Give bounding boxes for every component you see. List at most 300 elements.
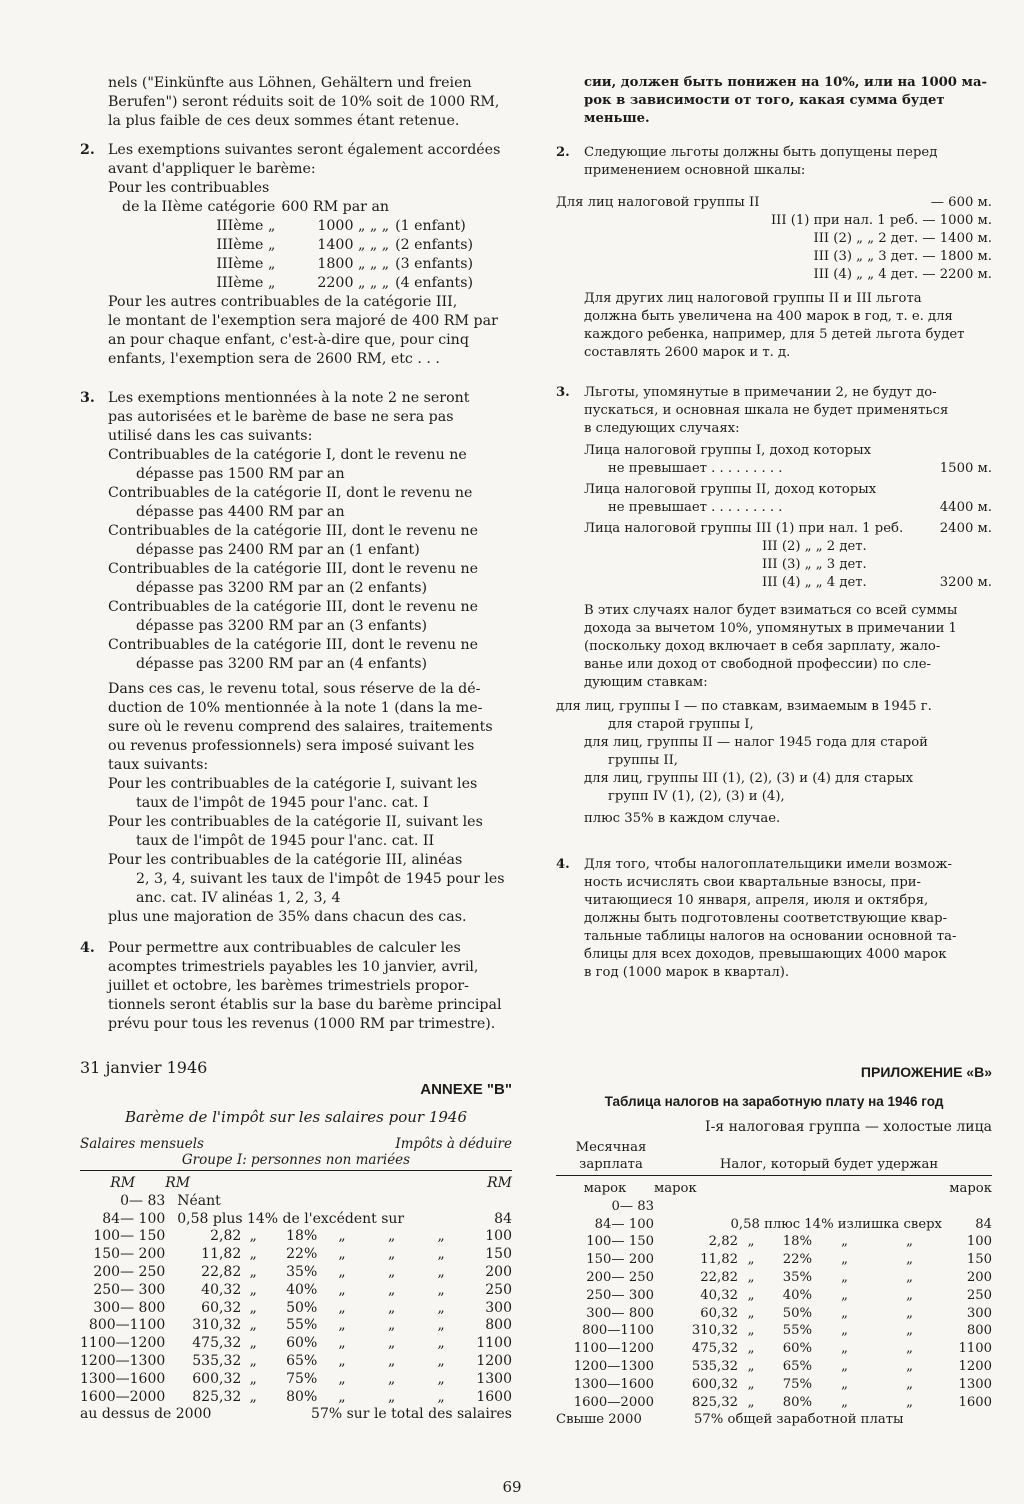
ru-tax-table: [556, 1180, 992, 1429]
tax-formula: 57% sur le total des salaires: [311, 1406, 512, 1423]
text-line: Contribuables de la catégorie III, dont le revenu ne: [108, 523, 479, 539]
salary-range: 84— 100: [594, 1216, 654, 1232]
text-line: плюс 35% в каждом случае.: [584, 811, 781, 826]
threshold-value: 800: [966, 1323, 992, 1339]
fr-note1-tail: [80, 74, 512, 131]
base-tax: 2,82: [210, 1228, 242, 1245]
base-tax: 60,32: [201, 1299, 242, 1316]
fr-note-3: [80, 389, 512, 927]
ru-note2-outro: [556, 290, 992, 362]
ditto-mark: „: [249, 1352, 257, 1369]
table-row: [556, 1411, 992, 1429]
text-line: составлять 2600 марок и т. д.: [584, 345, 791, 360]
column-header-salaries: Salaires mensuels: [80, 1136, 204, 1152]
threshold-value: 800: [485, 1317, 512, 1334]
text-line: пускаться, и основная шкала не будет применяться: [584, 403, 949, 418]
table-title: Barème de l'impôt sur les salaires pour 1946: [124, 1108, 468, 1126]
base-tax: 40,32: [201, 1281, 242, 1298]
column-header-taxes: Impôts à déduire: [395, 1136, 512, 1152]
tax-formula: 0,58 плюс 14% излишка сверх: [730, 1216, 942, 1232]
threshold-value: 300: [966, 1305, 992, 1321]
text-line: Contribuables de la catégorie III, dont le revenu ne: [108, 561, 479, 577]
ditto-mark: „: [906, 1287, 913, 1303]
text-line: taux de l'impôt de 1945 pour l'anc. cat. I: [136, 795, 429, 811]
text-line: sure où le revenu comprend des salaires, traitements: [108, 719, 493, 735]
ditto-mark: „: [338, 1299, 346, 1316]
case-item: [108, 522, 512, 560]
ditto-mark: „: [249, 1299, 257, 1316]
base-tax: 2,82: [708, 1234, 738, 1250]
note-number: 3.: [80, 390, 95, 406]
ditto-mark: „: [387, 1352, 396, 1369]
text-line: должны быть подготовлены соответствующие квар-: [584, 911, 948, 926]
ru-annex: [556, 1064, 992, 1429]
table-row: [556, 1376, 992, 1394]
table-row: [556, 1358, 992, 1376]
income-limit: 4400 м.: [939, 500, 992, 515]
tax-formula: 57% общей заработной платы: [694, 1412, 904, 1428]
exemption-amount: 600 RM par an: [281, 199, 390, 215]
table-row: [80, 1353, 512, 1371]
note-number: 4.: [80, 940, 95, 956]
rate-percent: 35%: [286, 1263, 318, 1280]
text-line: Pour les contribuables: [108, 180, 270, 196]
salary-range: 250— 300: [586, 1287, 654, 1303]
threshold-value: 150: [485, 1246, 512, 1263]
case-item: [584, 556, 992, 574]
base-tax: 825,32: [691, 1394, 738, 1410]
salary-range: 250— 300: [93, 1281, 166, 1298]
text-line: Лица налоговой группы III (1) при нал. 1 реб.: [584, 521, 904, 536]
text-line: dépasse pas 3200 RM par an (3 enfants): [136, 618, 428, 634]
threshold-value: 150: [966, 1252, 992, 1268]
salary-range: 100— 150: [93, 1228, 166, 1245]
ditto-mark: „: [841, 1394, 848, 1410]
text-line: не превышает . . . . . . . . .: [608, 461, 783, 476]
ditto-mark: „: [338, 1335, 346, 1352]
ditto-mark: „: [747, 1358, 755, 1374]
text-line: le montant de l'exemption sera majoré de 400 RM par: [108, 313, 498, 329]
text-line: nels ("Einkünfte aus Löhnen, Gehältern und freien: [108, 75, 472, 91]
ditto-mark: „: [841, 1305, 848, 1321]
exemption-row: III (3) „ „ 3 дет. — 1800 м.: [813, 249, 992, 264]
text-line: тальные таблицы налогов на основании основной та-: [584, 929, 957, 944]
salary-range: 300— 800: [93, 1299, 166, 1316]
text-line: dépasse pas 4400 RM par an: [136, 504, 345, 520]
ditto-mark: „: [841, 1269, 848, 1285]
exemption-row: III (2) „ „ 2 дет. — 1400 м.: [813, 231, 992, 246]
threshold-value: 84: [975, 1216, 992, 1232]
threshold-value: 1600: [476, 1388, 512, 1405]
exemption-amount: 1800 „ „ „: [317, 256, 390, 272]
text-line: utilisé dans les cas suivants:: [108, 428, 313, 444]
text-line: III (4) „ „ 4 дет.: [762, 575, 867, 590]
ditto-mark: „: [437, 1246, 445, 1263]
ditto-mark: „: [841, 1287, 848, 1303]
threshold-value: 84: [494, 1210, 512, 1227]
ditto-mark: „: [841, 1341, 848, 1357]
table-row: [556, 1198, 992, 1216]
unit-label: RM: [165, 1175, 191, 1191]
ru-note-2: [556, 144, 992, 180]
note-number: 2.: [80, 142, 95, 158]
text-line: dépasse pas 2400 RM par an (1 enfant): [136, 542, 420, 558]
ditto-mark: „: [387, 1317, 396, 1334]
salary-range: 200— 250: [586, 1269, 654, 1285]
text-line: Dans ces cas, le revenu total, sous réserve de la dé-: [108, 681, 481, 697]
note-number: 3.: [556, 385, 570, 400]
case-item: [584, 481, 992, 517]
rate-percent: 40%: [286, 1281, 318, 1298]
ditto-mark: „: [387, 1246, 396, 1263]
ditto-mark: „: [906, 1305, 913, 1321]
ditto-mark: „: [338, 1352, 346, 1369]
text-line: (поскольку доход включает в себя зарплату, жало-: [584, 639, 941, 654]
text-line: Лица налоговой группы II, доход которых: [584, 482, 877, 497]
exemption-row: [122, 255, 479, 274]
french-column: [80, 74, 512, 1034]
table-row: [80, 1300, 512, 1318]
ditto-mark: „: [747, 1376, 755, 1392]
exemption-row: [122, 236, 479, 255]
text-line: Pour les contribuables de la catégorie I, suivant les: [108, 776, 478, 792]
unit-label: марок: [949, 1181, 992, 1196]
case-item: [584, 574, 992, 592]
rate-percent: 50%: [782, 1305, 812, 1321]
salary-range: 1600—2000: [80, 1388, 166, 1405]
ditto-mark: „: [747, 1305, 755, 1321]
ditto-mark: „: [747, 1394, 755, 1410]
base-tax: 600,32: [192, 1370, 242, 1387]
rate-percent: 80%: [782, 1394, 812, 1410]
base-tax: 11,82: [700, 1252, 738, 1268]
base-tax: 535,32: [192, 1352, 242, 1369]
exemption-row: [122, 217, 479, 236]
text-line: каждого ребенка, например, для 5 детей льгота будет: [584, 327, 965, 342]
table-row: [80, 1193, 512, 1211]
case-item: [584, 538, 992, 556]
text-line: Contribuables de la catégorie III, dont le revenu ne: [108, 637, 479, 653]
text-line: групп IV (1), (2), (3) и (4),: [608, 789, 785, 804]
ditto-mark: „: [249, 1281, 257, 1298]
ditto-mark: „: [747, 1234, 755, 1250]
ditto-mark: „: [387, 1370, 396, 1387]
text-line: группы II,: [608, 753, 678, 768]
text-line: taux suivants:: [108, 757, 209, 773]
ditto-mark: „: [338, 1263, 346, 1280]
text-line: avant d'appliquer le barème:: [108, 161, 316, 177]
rate-item: [108, 775, 512, 813]
base-tax: 310,32: [691, 1323, 738, 1339]
tax-formula: 0,58 plus 14% de l'excédent sur: [177, 1210, 405, 1227]
rate-item: [108, 813, 512, 851]
text-line: ность исчислять свои квартальные взносы, при-: [584, 875, 922, 890]
text-line: читающиеся 10 января, апреля, июля и октября,: [584, 893, 929, 908]
note-number: 4.: [556, 857, 570, 872]
ditto-mark: „: [249, 1228, 257, 1245]
text-line: Лица налоговой группы I, доход которых: [584, 443, 872, 458]
text-line: dépasse pas 3200 RM par an (4 enfants): [136, 656, 428, 672]
rate-percent: 80%: [286, 1388, 318, 1405]
table-row: [556, 1251, 992, 1269]
ditto-mark: „: [249, 1317, 257, 1334]
ditto-mark: „: [437, 1388, 445, 1405]
ru-note-4: [556, 856, 992, 982]
base-tax: 535,32: [691, 1358, 738, 1374]
salary-range: 100— 150: [586, 1234, 654, 1250]
text-line: В этих случаях налог будет взиматься со всей суммы: [584, 603, 958, 618]
russian-column: [556, 74, 992, 982]
text-line: Pour permettre aux contribuables de calculer les: [108, 940, 461, 956]
base-tax: 60,32: [700, 1305, 738, 1321]
column-header-taxes: Налог, который будет удержан: [719, 1157, 939, 1172]
table-row: [556, 1394, 992, 1412]
rate-percent: 60%: [782, 1341, 812, 1357]
table-row: [556, 1305, 992, 1323]
exemption-row: [122, 274, 479, 293]
threshold-value: 1200: [958, 1358, 992, 1374]
base-tax: 310,32: [192, 1317, 242, 1334]
rate-percent: 40%: [782, 1287, 812, 1303]
ditto-mark: „: [437, 1281, 445, 1298]
exemption-extra: (4 enfants): [395, 275, 474, 291]
exemption-category: de la IIème catégorie: [122, 199, 276, 215]
annex-title: ПРИЛОЖЕНИЕ «В»: [860, 1064, 992, 1080]
text-line: Berufen") seront réduits soit de 10% soit de 1000 RM,: [108, 94, 500, 110]
rate-percent: 22%: [782, 1252, 812, 1268]
rate-percent: 75%: [286, 1370, 318, 1387]
text-line: anc. cat. IV alinéas 1, 2, 3, 4: [136, 890, 341, 906]
salary-range: 1200—1300: [573, 1358, 654, 1374]
text-line: Следующие льготы должны быть допущены перед: [584, 145, 938, 160]
text-line: ou revenus professionnels) sera imposé suivant les: [108, 738, 475, 754]
rate-item: [108, 851, 512, 908]
income-limit: 2400 м.: [939, 521, 992, 536]
table-row: [80, 1282, 512, 1300]
table-units-row: [80, 1175, 512, 1193]
threshold-value: 1600: [958, 1394, 992, 1410]
rate-percent: 50%: [286, 1299, 318, 1316]
ditto-mark: „: [338, 1228, 346, 1245]
text-line: Contribuables de la catégorie III, dont le revenu ne: [108, 599, 479, 615]
ru-exemption-first: [556, 194, 992, 212]
exemption-extra: (1 enfant): [395, 218, 466, 234]
ditto-mark: „: [906, 1358, 913, 1374]
ditto-mark: „: [387, 1335, 396, 1352]
text-line: juillet et octobre, les barèmes trimestriels propor-: [108, 978, 469, 994]
table-row: [80, 1371, 512, 1389]
text-line: enfants, l'exemption sera de 2600 RM, etc . . .: [108, 351, 440, 367]
salary-range: 1200—1300: [80, 1352, 166, 1369]
rate-percent: 55%: [782, 1323, 812, 1339]
note-number: 2.: [556, 145, 570, 160]
text-line: Льготы, упомянутые в примечании 2, не будут до-: [584, 385, 937, 400]
text-line: зарплата: [579, 1157, 643, 1172]
rate-percent: 18%: [782, 1234, 812, 1250]
table-row: [80, 1211, 512, 1229]
table-column-headers: [80, 1136, 512, 1152]
page-number: 69: [502, 1478, 522, 1496]
exemption-category: IIIème „: [216, 218, 276, 234]
salary-range: 800—1100: [88, 1317, 166, 1334]
salary-range: 1100—1200: [80, 1335, 166, 1352]
rate-percent: 75%: [782, 1376, 812, 1392]
text-line: plus une majoration de 35% dans chacun des cas.: [108, 909, 467, 925]
threshold-value: 250: [966, 1287, 992, 1303]
income-limit: 3200 м.: [939, 575, 992, 590]
text-line: an pour chaque enfant, c'est-à-dire que, pour cinq: [108, 332, 469, 348]
table-units-row: [556, 1180, 992, 1198]
salary-range: 150— 200: [93, 1246, 166, 1263]
unit-label: марок: [654, 1181, 697, 1196]
text-line: сии, должен быть понижен на 10%, или на 1000 ма-: [584, 75, 988, 90]
text-line: для старой группы I,: [608, 717, 754, 732]
divider: [80, 1170, 512, 1171]
exemption-extra: (2 enfants): [395, 237, 474, 253]
text-line: Pour les autres contribuables de la catégorie III,: [108, 294, 458, 310]
case-item: [108, 636, 512, 674]
text-line: не превышает . . . . . . . . .: [608, 500, 783, 515]
table-title: Таблица налогов на заработную плату на 1946 год: [604, 1094, 944, 1109]
table-row: [556, 1287, 992, 1305]
exemption-table: [122, 198, 479, 293]
annex-title: ANNEXE "B": [420, 1081, 512, 1098]
text-line: для лиц, группы I — по ставкам, взимаемым в 1945 г.: [556, 699, 932, 714]
text-line: рок в зависимости от того, какая сумма будет меньше.: [584, 93, 945, 126]
exemption-category: IIIème „: [216, 275, 276, 291]
exemption-category: IIIème „: [216, 237, 276, 253]
text-line: dépasse pas 3200 RM par an (2 enfants): [136, 580, 428, 596]
text-line: в год (1000 марок в квартал).: [584, 965, 790, 980]
table-row: [556, 1216, 992, 1234]
base-tax: 600,32: [691, 1376, 738, 1392]
group-label: Groupe I: personnes non mariées: [181, 1152, 411, 1168]
threshold-value: 200: [485, 1263, 512, 1280]
threshold-value: 100: [485, 1228, 512, 1245]
text-line: Месячная: [575, 1140, 647, 1155]
salary-range: au dessus de 2000: [80, 1406, 212, 1423]
ditto-mark: „: [437, 1228, 445, 1245]
rate-percent: 60%: [286, 1335, 318, 1352]
rate-percent: 22%: [286, 1246, 318, 1263]
text-line: Les exemptions mentionnées à la note 2 ne seront: [108, 390, 470, 406]
base-tax: 825,32: [192, 1388, 242, 1405]
text-line: Les exemptions suivantes seront également accordées: [108, 142, 501, 158]
ditto-mark: „: [338, 1370, 346, 1387]
table-column-headers: [556, 1139, 992, 1173]
base-tax: 475,32: [691, 1341, 738, 1357]
income-limit: 1500 м.: [939, 461, 992, 476]
ditto-mark: „: [387, 1299, 396, 1316]
text-line: la plus faible de ces deux sommes étant retenue.: [108, 113, 460, 129]
case-item: [108, 598, 512, 636]
unit-label: марок: [583, 1181, 627, 1196]
ditto-mark: „: [747, 1252, 755, 1268]
text-line: pas autorisées et le barème de base ne sera pas: [108, 409, 454, 425]
unit-label: RM: [110, 1175, 136, 1191]
text-line: должна быть увеличена на 400 марок в год, т. е. для: [584, 309, 953, 324]
ditto-mark: „: [906, 1394, 913, 1410]
threshold-value: 250: [485, 1281, 512, 1298]
rate-percent: 55%: [286, 1317, 318, 1334]
ditto-mark: „: [249, 1388, 257, 1405]
table-row: [80, 1406, 512, 1424]
text-line: 2, 3, 4, suivant les taux de l'impôt de 1945 pour les: [136, 871, 505, 887]
ru-exemption-rows: [556, 212, 992, 284]
ditto-mark: „: [249, 1370, 257, 1387]
text-line: блицы для всех доходов, превышающих 4000 марок: [584, 947, 947, 962]
text-line: Contribuables de la catégorie II, dont le revenu ne: [108, 485, 473, 501]
ditto-mark: „: [387, 1228, 396, 1245]
text-line: tionnels seront établis sur la base du barème principal: [108, 997, 502, 1013]
divider: [556, 1175, 992, 1176]
threshold-value: 1100: [958, 1341, 992, 1357]
fr-note-2: [80, 141, 512, 369]
base-tax: 11,82: [201, 1246, 242, 1263]
text-line: дохода за вычетом 10%, упомянутых в примечании 1: [584, 621, 957, 636]
table-row: [556, 1269, 992, 1287]
ditto-mark: „: [387, 1388, 396, 1405]
case-item: [584, 520, 992, 538]
salary-range: 1600—2000: [573, 1394, 654, 1410]
text-line: для лиц, группы II — налог 1945 года для старой: [584, 735, 928, 750]
base-tax: 40,32: [700, 1287, 738, 1303]
table-row: [556, 1340, 992, 1358]
threshold-value: 1300: [476, 1370, 512, 1387]
text-line: Для того, чтобы налогоплательщики имели возмож-: [584, 857, 952, 872]
rate-percent: 35%: [782, 1269, 812, 1285]
ditto-mark: „: [437, 1335, 445, 1352]
ditto-mark: „: [841, 1323, 848, 1339]
exemption-amount: 2200 „ „ „: [317, 275, 390, 291]
ditto-mark: „: [437, 1317, 445, 1334]
table-row: [80, 1335, 512, 1353]
case-item: [108, 446, 512, 484]
ru-note-3: [556, 384, 992, 692]
exemption-row: III (1) при нал. 1 реб. — 1000 м.: [770, 213, 992, 228]
salary-range: 0— 83: [120, 1192, 166, 1209]
text-line: duction de 10% mentionnée à la note 1 (dans la me-: [108, 700, 483, 716]
text-line: ванье или доход от свободной профессии) по сле-: [584, 657, 931, 672]
case-item: [108, 484, 512, 522]
ditto-mark: „: [906, 1341, 913, 1357]
exemption-row: [122, 198, 479, 217]
text-line: dépasse pas 1500 RM par an: [136, 466, 345, 482]
exemption-category: Для лиц налоговой группы II: [556, 195, 760, 210]
ditto-mark: „: [387, 1281, 396, 1298]
fr-note-4: [80, 939, 512, 1034]
ditto-mark: „: [747, 1269, 755, 1285]
threshold-value: 300: [485, 1299, 512, 1316]
fr-annex: [80, 1058, 512, 1424]
ditto-mark: „: [906, 1323, 913, 1339]
ditto-mark: „: [841, 1376, 848, 1392]
salary-range: 800—1100: [582, 1323, 654, 1339]
exemption-amount: 1400 „ „ „: [317, 237, 390, 253]
ditto-mark: „: [906, 1376, 913, 1392]
salary-range: 1300—1600: [573, 1376, 654, 1392]
document-date: 31 janvier 1946: [80, 1058, 208, 1077]
fr-tax-table: [80, 1175, 512, 1424]
ditto-mark: „: [747, 1287, 755, 1303]
ditto-mark: „: [437, 1263, 445, 1280]
group-label: I-я налоговая группа — холостые лица: [705, 1119, 992, 1135]
ditto-mark: „: [747, 1341, 755, 1357]
table-row: [556, 1322, 992, 1340]
ditto-mark: „: [338, 1246, 346, 1263]
ditto-mark: „: [747, 1323, 755, 1339]
ru-note1-tail: [556, 74, 992, 128]
